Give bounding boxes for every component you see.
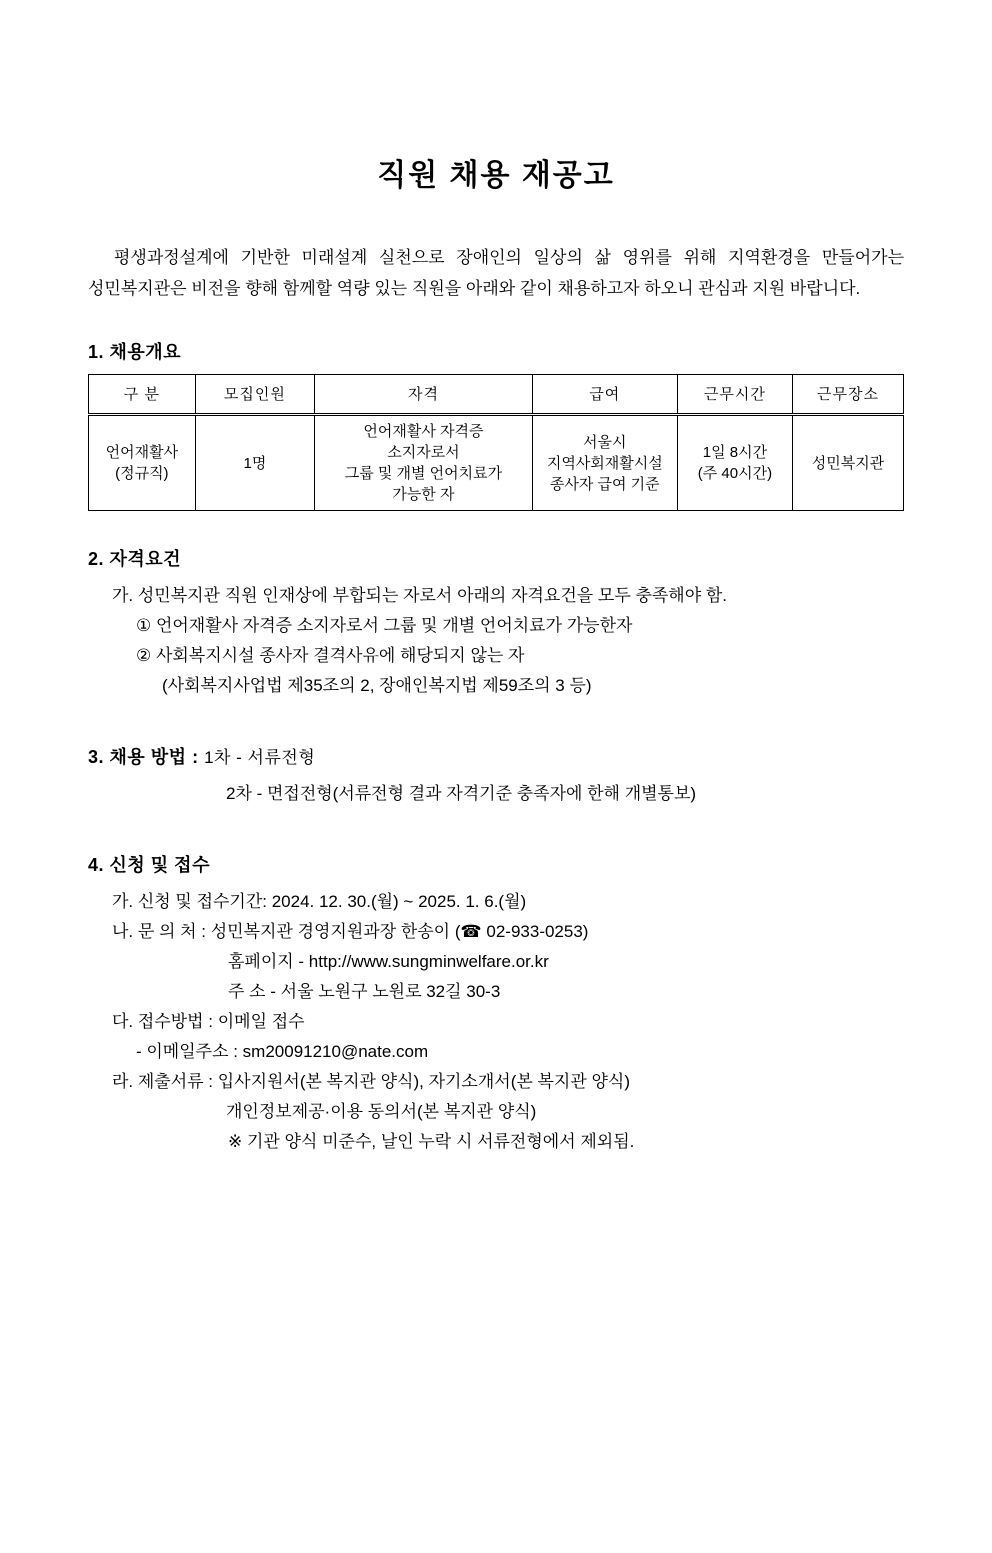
- column-header-salary: 급여: [532, 375, 677, 415]
- column-header-division: 구 분: [89, 375, 196, 415]
- section-4-item-d-note: ※ 기관 양식 미준수, 날인 누락 시 서류전형에서 제외됨.: [228, 1132, 635, 1151]
- section-4-item-d: 라. 제출서류 : 입사지원서(본 복지관 양식), 자기소개서(본 복지관 양식): [112, 1072, 630, 1091]
- section-2-item-a: 가. 성민복지관 직원 인재상에 부합되는 자로서 아래의 자격요건을 모두 충족해야 함.: [112, 586, 728, 605]
- section-2-item-1: ① 언어재활사 자격증 소지자로서 그룹 및 개별 언어치료가 가능한자: [136, 616, 633, 635]
- intro-paragraph: 평생과정설계에 기반한 미래설계 실천으로 장애인의 일상의 삶 영위를 위해 지역환경을 만들어가는 성민복지관은 비전을 향해 함께할 역량 있는 직원을 아래와 같이 채용하고자 하오니 관심과 지원 바랍니다.: [88, 248, 904, 298]
- section-4-item-a: 가. 신청 및 접수기간: 2024. 12. 30.(월) ~ 2025. 1. 6.(월): [112, 892, 527, 911]
- section-2-item-2-note: (사회복지사업법 제35조의 2, 장애인복지법 제59조의 3 등): [162, 676, 592, 695]
- page-title: 직원 채용 재공고: [377, 159, 615, 192]
- section-4-item-b-homepage: 홈페이지 - http://www.sungminwelfare.or.kr: [228, 952, 549, 971]
- table-row: [89, 415, 904, 511]
- column-header-work-place: 근무장소: [793, 375, 904, 415]
- cell-headcount: 1명: [195, 415, 314, 511]
- section-4-item-b-address: 주 소 - 서울 노원구 노원로 32길 30-3: [228, 982, 501, 1001]
- column-header-qualification: 자격: [315, 375, 533, 415]
- column-header-work-hours: 근무시간: [677, 375, 792, 415]
- section-4-item-d-line-2: 개인정보제공·이용 동의서(본 복지관 양식): [226, 1102, 537, 1121]
- section-3-heading-row: [88, 743, 904, 769]
- cell-qualification: 언어재활사 자격증 소지자로서 그룹 및 개별 언어치료가 가능한 자: [315, 415, 533, 511]
- section-4-item-c-email: - 이메일주소 : sm20091210@nate.com: [136, 1042, 429, 1061]
- section-4-heading: 4. 신청 및 접수: [88, 855, 210, 875]
- cell-work-hours: 1일 8시간 (주 40시간): [677, 415, 792, 511]
- recruit-overview-table: [88, 374, 904, 511]
- cell-salary: 서울시 지역사회재활시설 종사자 급여 기준: [532, 415, 677, 511]
- section-4-item-b: 나. 문 의 처 : 성민복지관 경영지원과장 한송이 (☎ 02-933-0253): [112, 922, 589, 941]
- cell-division: 언어재활사 (정규직): [89, 415, 196, 511]
- spacer-2: [88, 809, 904, 817]
- table-header-row: [89, 375, 904, 415]
- section-3-heading: 3. 채용 방법 :: [88, 747, 199, 767]
- column-header-headcount: 모집인원: [195, 375, 314, 415]
- cell-work-place: 성민복지관: [793, 415, 904, 511]
- spacer: [88, 701, 904, 709]
- section-4-item-c: 다. 접수방법 : 이메일 접수: [112, 1012, 305, 1031]
- section-3-line-2: 2차 - 면접전형(서류전형 결과 자격기준 충족자에 한해 개별통보): [226, 784, 697, 803]
- section-2-heading: 2. 자격요건: [88, 549, 182, 569]
- section-1-heading: 1. 채용개요: [88, 342, 182, 362]
- section-3-line-1: 1차 - 서류전형: [204, 748, 316, 767]
- document-page: [0, 150, 992, 1553]
- section-2-item-2: ② 사회복지시설 종사자 결격사유에 해당되지 않는 자: [136, 646, 525, 665]
